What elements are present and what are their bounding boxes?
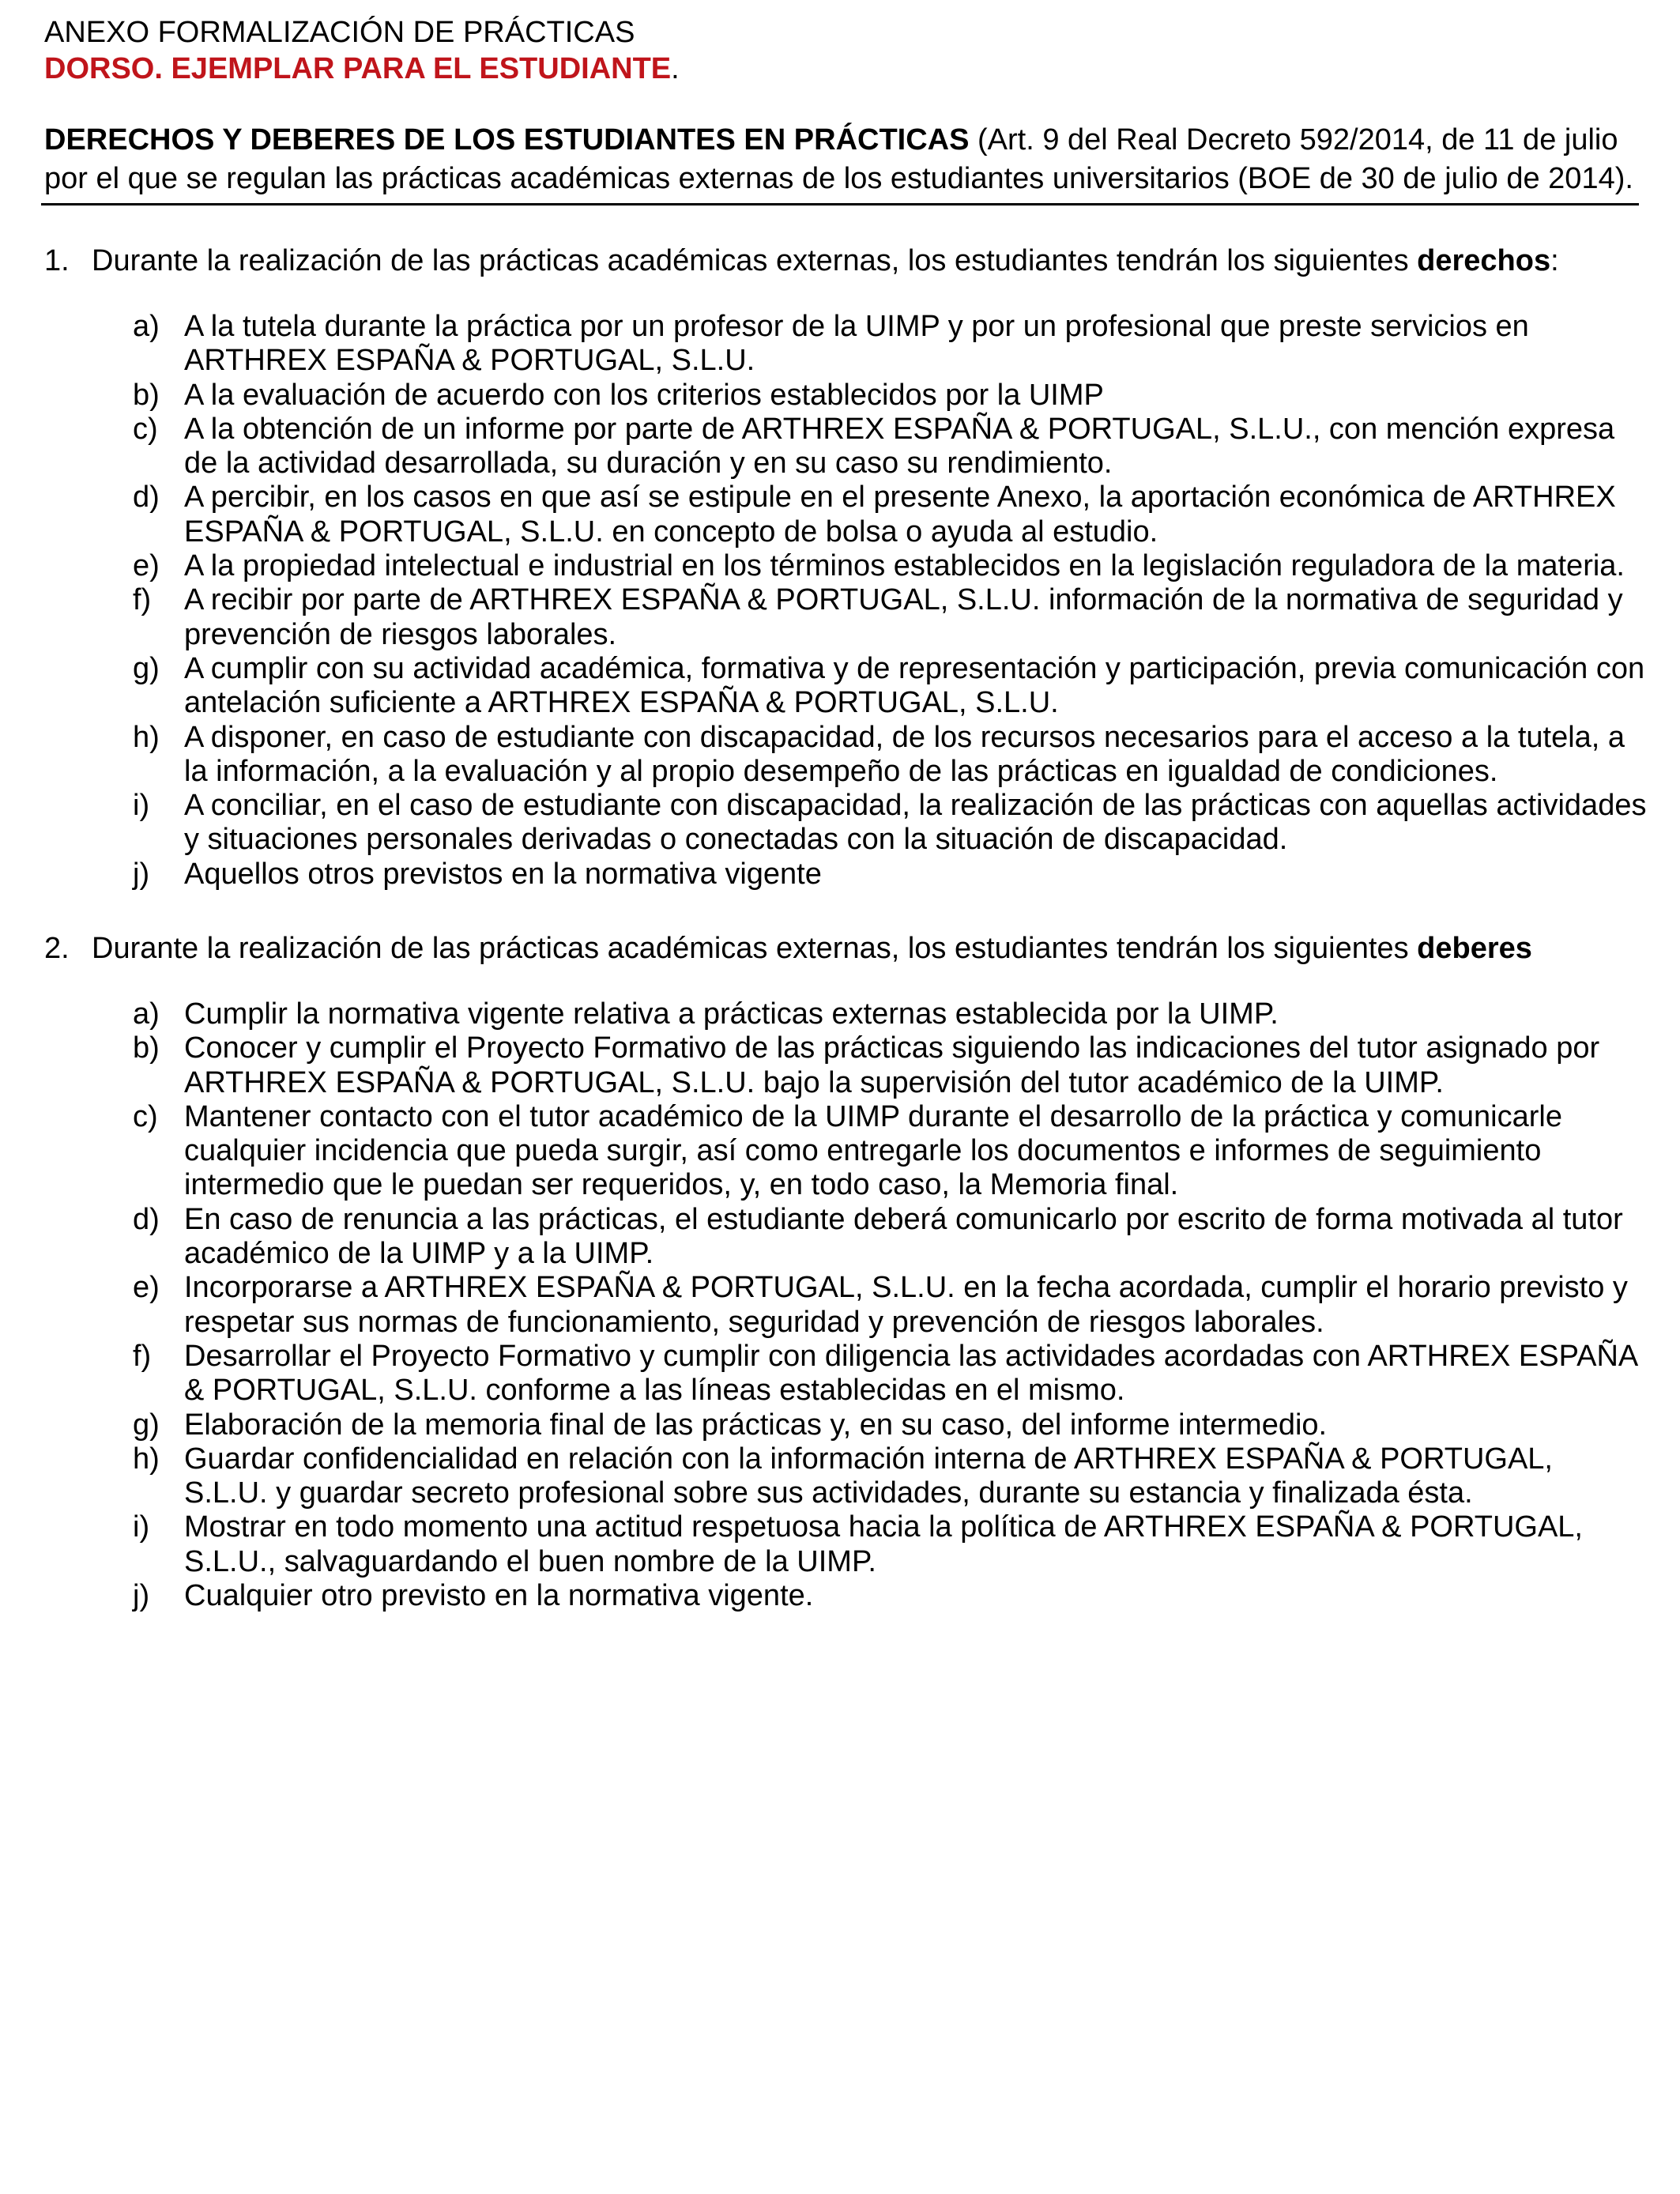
document-subtitle xyxy=(44,51,680,87)
list-item-letter: a) xyxy=(133,997,160,1031)
list-item-text xyxy=(184,583,1646,652)
list-item-line: Conocer y cumplir el Proyecto Formativo de las prácticas siguiendo las indicaciones del tutor asignado por xyxy=(184,1031,1600,1065)
list-item-line: S.L.U. y guardar secreto profesional sobre sus actividades, durante su estancia y finalizada ésta. xyxy=(184,1476,1473,1510)
list-item-text xyxy=(184,1408,1638,1442)
list-item-letter: j) xyxy=(133,857,150,891)
list-item-line: En caso de renuncia a las prácticas, el estudiante deberá comunicarlo por escrito de forma motivada al tutor xyxy=(184,1202,1623,1236)
list-item-line: Incorporarse a ARTHREX ESPAÑA & PORTUGAL, S.L.U. en la fecha acordada, cumplir el horario previsto y xyxy=(184,1271,1628,1305)
list-item-text xyxy=(184,1340,1638,1408)
section-1-intro-text: Durante la realización de las prácticas académicas externas, los estudiantes tendrán los siguientes xyxy=(92,244,1418,277)
list-item-text xyxy=(184,721,1646,790)
list-item xyxy=(133,379,1646,413)
list-item xyxy=(133,1340,1638,1408)
list-item-text xyxy=(184,652,1646,721)
list-item-line: Desarrollar el Proyecto Formativo y cumplir con diligencia las actividades acordadas con ARTHREX ESPAÑA xyxy=(184,1339,1639,1373)
list-item-line: A percibir, en los casos en que así se estipule en el presente Anexo, la aportación económica de ARTHREX xyxy=(184,481,1616,515)
subtitle-red-text: DORSO. EJEMPLAR PARA EL ESTUDIANTE xyxy=(44,52,672,85)
heading-line-2: por el que se regulan las prácticas académicas externas de los estudiantes universitarios (BOE de 30 de julio de 2014). xyxy=(44,162,1633,195)
list-item-line: prevención de riesgos laborales. xyxy=(184,617,617,651)
list-item-line: ESPAÑA & PORTUGAL, S.L.U. en concepto de bolsa o ayuda al estudio. xyxy=(184,515,1158,548)
rights-list xyxy=(133,310,1646,892)
list-item-letter: i) xyxy=(133,1510,150,1544)
list-item-line: A disponer, en caso de estudiante con discapacidad, de los recursos necesarios para el acceso a la tutela, a xyxy=(184,720,1625,754)
list-item xyxy=(133,1510,1638,1579)
list-item-text xyxy=(184,1579,1638,1613)
list-item-line: académico de la UIMP y a la UIMP. xyxy=(184,1237,654,1271)
list-item-line: intermedio que le puedan ser requeridos, y, en todo caso, la Memoria final. xyxy=(184,1168,1179,1202)
list-item-text xyxy=(184,413,1646,481)
list-item xyxy=(133,413,1646,481)
list-item xyxy=(133,1442,1638,1511)
list-item-text xyxy=(184,858,1646,892)
list-item-line: y situaciones personales derivadas o conectadas con la situación de discapacidad. xyxy=(184,823,1288,857)
list-item-text xyxy=(184,1510,1638,1579)
list-item-line: Cumplir la normativa vigente relativa a prácticas externas establecida por la UIMP. xyxy=(184,997,1279,1031)
section-1-suffix: : xyxy=(1550,244,1559,277)
heading-divider xyxy=(41,203,1639,205)
heading-reference: (Art. 9 del Real Decreto 592/2014, de 11 de julio xyxy=(969,123,1618,156)
list-item-letter: b) xyxy=(133,378,160,412)
list-item-text xyxy=(184,379,1646,413)
list-item-text xyxy=(184,1442,1638,1511)
list-item-line: respetar sus normas de funcionamiento, seguridad y prevención de riesgos laborales. xyxy=(184,1305,1324,1339)
list-item-line: & PORTUGAL, S.L.U. conforme a las líneas establecidas en el mismo. xyxy=(184,1374,1125,1408)
list-item xyxy=(133,549,1646,583)
list-item-line: ARTHREX ESPAÑA & PORTUGAL, S.L.U. bajo la supervisión del tutor académico de la UIMP. xyxy=(184,1065,1444,1099)
list-item-letter: e) xyxy=(133,549,160,583)
section-2-intro xyxy=(44,930,1532,967)
list-item-letter: f) xyxy=(133,583,152,617)
list-item xyxy=(133,858,1646,892)
list-item-line: A la obtención de un informe por parte de ARTHREX ESPAÑA & PORTUGAL, S.L.U., con mención expresa xyxy=(184,412,1615,446)
list-item xyxy=(133,652,1646,721)
list-item-letter: c) xyxy=(133,1099,158,1133)
list-item-line: cualquier incidencia que pueda surgir, así como entregarle los documentos e informes de seguimiento xyxy=(184,1134,1542,1168)
list-item-letter: e) xyxy=(133,1271,160,1305)
heading-line-1 xyxy=(44,121,1648,160)
list-item xyxy=(133,1579,1638,1613)
list-item-text xyxy=(184,1100,1638,1203)
list-item-line: Mostrar en todo momento una actitud respetuosa hacia la política de ARTHREX ESPAÑA & PORTUGAL, xyxy=(184,1510,1583,1544)
list-item xyxy=(133,997,1638,1031)
section-2-number: 2. xyxy=(44,932,70,965)
list-item-line: A conciliar, en el caso de estudiante con discapacidad, la realización de las prácticas con aquellas actividades xyxy=(184,789,1647,823)
list-item xyxy=(133,789,1646,858)
list-item-text xyxy=(184,549,1646,583)
section-2-intro-text: Durante la realización de las prácticas académicas externas, los estudiantes tendrán los siguientes xyxy=(92,932,1418,965)
list-item-letter: i) xyxy=(133,789,150,823)
list-item-text xyxy=(184,310,1646,379)
list-item-letter: h) xyxy=(133,720,160,754)
list-item xyxy=(133,721,1646,790)
list-item xyxy=(133,583,1646,652)
section-1-intro xyxy=(44,243,1559,279)
list-item-letter: b) xyxy=(133,1031,160,1065)
list-item-text xyxy=(184,997,1638,1031)
list-item-letter: g) xyxy=(133,651,160,685)
list-item-line: A recibir por parte de ARTHREX ESPAÑA & PORTUGAL, S.L.U. información de la normativa de seguridad y xyxy=(184,583,1623,617)
list-item-line: A la propiedad intelectual e industrial en los términos establecidos en la legislación reguladora de la materia. xyxy=(184,549,1625,583)
list-item-text xyxy=(184,789,1646,858)
section-1-keyword: derechos xyxy=(1417,244,1551,277)
list-item xyxy=(133,481,1646,549)
list-item-line: Mantener contacto con el tutor académico de la UIMP durante el desarrollo de la práctica y comunicarle xyxy=(184,1099,1562,1133)
list-item-text xyxy=(184,1271,1638,1340)
list-item-letter: a) xyxy=(133,310,160,343)
heading-bold: DERECHOS Y DEBERES DE LOS ESTUDIANTES EN PRÁCTICAS xyxy=(44,123,970,156)
list-item-line: de la actividad desarrollada, su duración y en su caso su rendimiento. xyxy=(184,447,1113,481)
list-item-line: antelación suficiente a ARTHREX ESPAÑA & PORTUGAL, S.L.U. xyxy=(184,686,1059,720)
list-item-line: Elaboración de la memoria final de las prácticas y, en su caso, del informe intermedio. xyxy=(184,1408,1328,1442)
list-item xyxy=(133,310,1646,379)
list-item-line: ARTHREX ESPAÑA & PORTUGAL, S.L.U. xyxy=(184,344,755,378)
section-1-number: 1. xyxy=(44,244,70,277)
list-item-letter: f) xyxy=(133,1339,152,1373)
list-item-text xyxy=(184,1203,1638,1272)
list-item-line: A la evaluación de acuerdo con los criterios establecidos por la UIMP xyxy=(184,378,1104,412)
document-title: ANEXO FORMALIZACIÓN DE PRÁCTICAS xyxy=(44,16,635,49)
section-heading xyxy=(44,121,1648,198)
list-item-letter: h) xyxy=(133,1442,160,1476)
list-item-line: Aquellos otros previstos en la normativa vigente xyxy=(184,857,822,891)
list-item xyxy=(133,1031,1638,1100)
list-item-line: A cumplir con su actividad académica, formativa y de representación y participación, previa comunicación con xyxy=(184,651,1645,685)
list-item-letter: c) xyxy=(133,412,158,446)
list-item xyxy=(133,1271,1638,1340)
list-item-line: Cualquier otro previsto en la normativa vigente. xyxy=(184,1579,814,1613)
list-item-text xyxy=(184,481,1646,549)
list-item-letter: j) xyxy=(133,1579,150,1613)
subtitle-period: . xyxy=(671,52,680,85)
list-item-letter: d) xyxy=(133,481,160,515)
list-item xyxy=(133,1408,1638,1442)
list-item xyxy=(133,1203,1638,1272)
list-item-text xyxy=(184,1031,1638,1100)
list-item-letter: d) xyxy=(133,1202,160,1236)
list-item-line: la información, a la evaluación y al propio desempeño de las prácticas en igualdad de condiciones. xyxy=(184,754,1498,788)
list-item-line: S.L.U., salvaguardando el buen nombre de la UIMP. xyxy=(184,1544,876,1578)
section-2-keyword: deberes xyxy=(1417,932,1532,965)
list-item-line: A la tutela durante la práctica por un profesor de la UIMP y por un profesional que preste servicios en xyxy=(184,310,1529,343)
list-item xyxy=(133,1100,1638,1203)
duties-list xyxy=(133,997,1638,1613)
list-item-letter: g) xyxy=(133,1408,160,1442)
list-item-line: Guardar confidencialidad en relación con la información interna de ARTHREX ESPAÑA & PORTUGAL, xyxy=(184,1442,1553,1476)
